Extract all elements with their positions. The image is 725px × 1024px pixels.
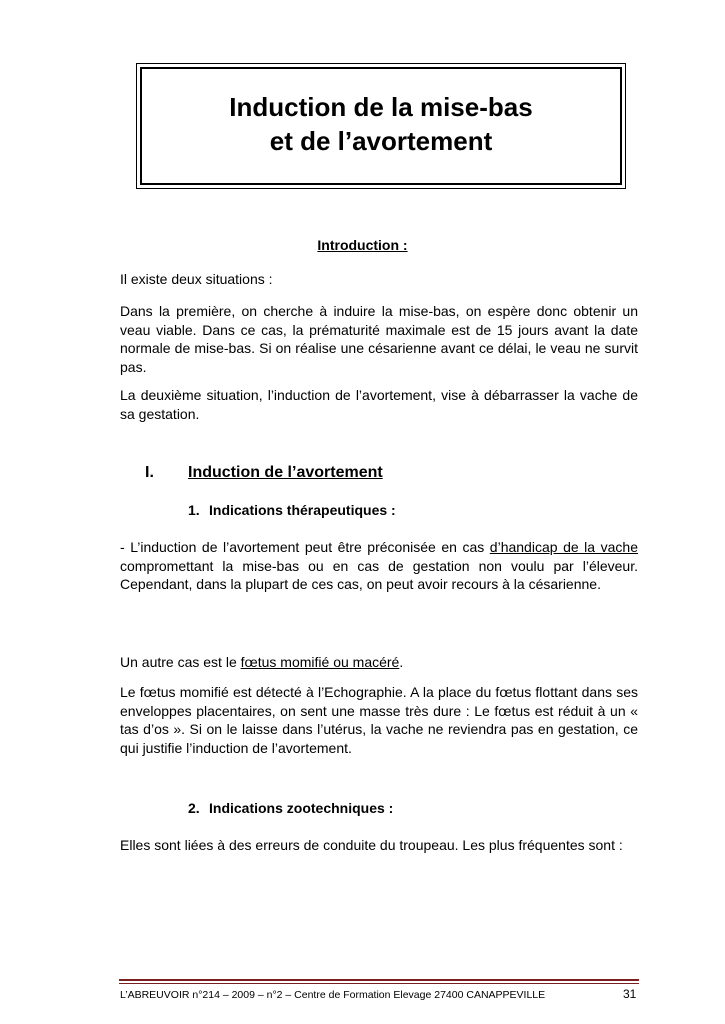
footer-publication-info: L’ABREUVOIR n°214 – 2009 – n°2 – Centre de Formation Elevage 27400 CANAPPEVILLE	[120, 989, 546, 1001]
therapeutic-p1-text-before: - L’induction de l’avortement peut être préconisée en cas	[120, 539, 490, 555]
therapeutic-paragraph-3: Le fœtus momifié est détecté à l’Echographie. A la place du fœtus flottant dans ses enveloppes placentaires, on sent une masse très dure : Le fœtus est réduit à un « tas d’os ». Si on le laisse dans l’utérus, la vache ne reviendra pas en gestation, ce qui justifie l’induction de l’avortement.	[120, 684, 638, 756]
intro-paragraph-2: Dans la première, on cherche à induire la mise-bas, on espère donc obtenir un veau viable. Dans ce cas, la prématurité maximale est de 15 jours avant la date normale de mise-bas. Si on réalise une césarienne avant ce délai, le veau ne survit pas.	[120, 303, 638, 375]
footer-rule-thin	[119, 983, 639, 984]
subsection-2-number: 2.	[188, 800, 200, 816]
title-box	[136, 63, 626, 189]
therapeutic-paragraph-1	[120, 538, 638, 594]
document-title	[137, 90, 625, 158]
subsection-1-number: 1.	[188, 502, 200, 518]
therapeutic-paragraph-2	[120, 653, 638, 672]
title-line-2: et de l’avortement	[269, 126, 493, 156]
title-line-1: Induction de la mise-bas	[229, 92, 533, 122]
therapeutic-p1-text-after: compromettant la mise-bas ou en cas de gestation non voulu par l’éleveur. Cependant, dans la plupart de ces cas, on peut avoir recours à la césarienne.	[120, 557, 638, 592]
therapeutic-p2-text-after: .	[399, 654, 404, 670]
intro-paragraph-3: La deuxième situation, l’induction de l’avortement, vise à débarrasser la vache de sa gestation.	[120, 387, 638, 422]
therapeutic-p2-underlined-term: fœtus momifié ou macéré	[240, 654, 400, 670]
footer-rule-thick	[119, 979, 639, 981]
therapeutic-p2-text-before: Un autre cas est le	[120, 654, 241, 670]
intro-paragraph-1: Il existe deux situations :	[120, 271, 273, 287]
section-1-number: I.	[145, 464, 154, 481]
therapeutic-p1-underlined-term: d’handicap de la vache	[489, 539, 638, 555]
section-1-title: Induction de l’avortement	[188, 464, 383, 481]
subsection-1-title: Indications thérapeutiques :	[209, 502, 396, 518]
page-number: 31	[623, 987, 637, 1001]
zootechnical-paragraph-1: Elles sont liées à des erreurs de conduite du troupeau. Les plus fréquentes sont :	[120, 837, 623, 853]
introduction-heading: Introduction :	[317, 237, 408, 253]
subsection-2-title: Indications zootechniques :	[209, 800, 394, 816]
